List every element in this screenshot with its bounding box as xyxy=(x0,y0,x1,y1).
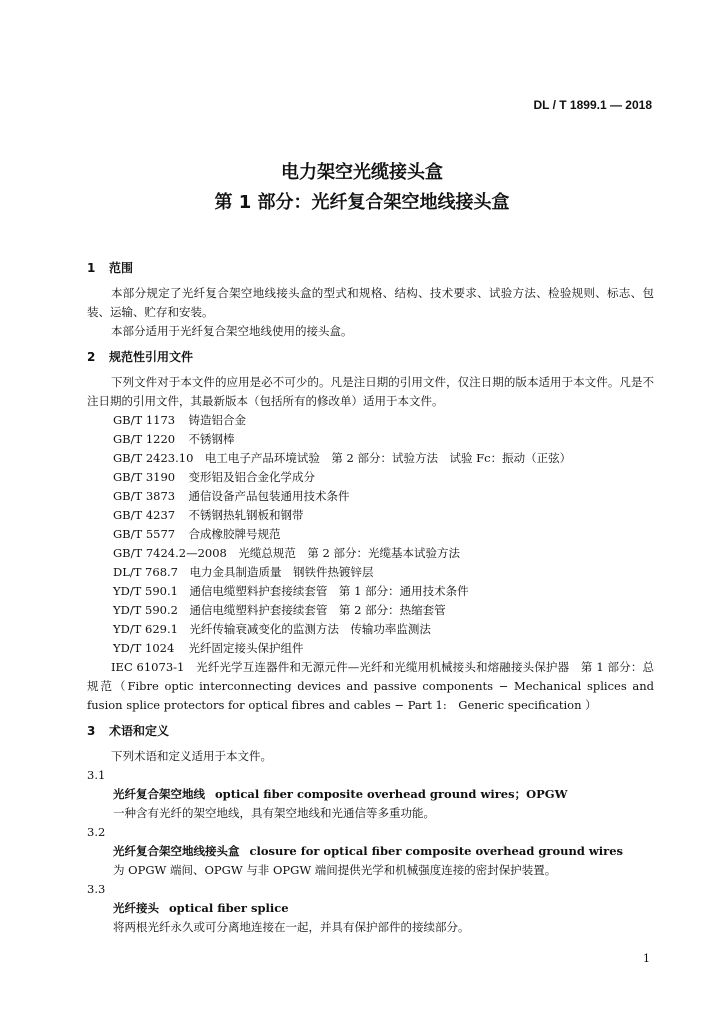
reference-title: 变形铝及铝合金化学成分 xyxy=(188,470,315,484)
term-name-zh: 光纤复合架空地线接头盒 xyxy=(113,844,240,858)
reference-code: GB/T 7424.2—2008 xyxy=(113,546,227,560)
section-number: 3 xyxy=(87,724,96,738)
term-name xyxy=(87,842,654,861)
reference-item xyxy=(87,506,654,525)
reference-item xyxy=(87,449,654,468)
section-number: 2 xyxy=(87,350,96,364)
reference-item xyxy=(87,411,654,430)
page-number: 1 xyxy=(643,952,650,965)
term-definition: 一种含有光纤的架空地线，具有架空地线和光通信等多重功能。 xyxy=(113,806,435,820)
term-number: 3.3 xyxy=(87,882,106,896)
iec-reference: IEC 61073-1 光纤光学互连器件和无源元件—光纤和光缆用机械接头和熔融接头保护器 第 1 部分：总规范（Fibre optic interconnecting devices and passive components − Mechanical splices and fusion splice protectors for optical fibres and cables − Part 1: Generic specification ） xyxy=(87,660,654,712)
reference-title: 合成橡胶牌号规范 xyxy=(188,527,281,541)
reference-title: 通信设备产品包装通用技术条件 xyxy=(188,489,350,503)
term-name-zh: 光纤接头 xyxy=(113,901,159,915)
reference-code: YD/T 590.2 xyxy=(113,603,178,617)
reference-item xyxy=(87,468,654,487)
term-number: 3.1 xyxy=(87,768,106,782)
term-name-en: closure for optical fiber composite overhead ground wires xyxy=(249,844,624,858)
scope-applicability: 本部分适用于光纤复合架空地线使用的接头盒。 xyxy=(111,324,353,338)
reference-item xyxy=(87,563,654,582)
document-body xyxy=(87,258,654,937)
term-number: 3.2 xyxy=(87,825,106,839)
reference-title: 不锈钢棒 xyxy=(188,432,235,446)
title-line-2: 第 1 部分：光纤复合架空地线接头盒 xyxy=(214,192,510,213)
reference-item xyxy=(87,487,654,506)
scope-paragraph: 本部分规定了光纤复合架空地线接头盒的型式和规格、结构、技术要求、试验方法、检验规则、标志、包装、运输、贮存和安装。 xyxy=(87,286,654,319)
reference-code: GB/T 2423.10 xyxy=(113,451,194,465)
reference-code: YD/T 629.1 xyxy=(113,622,178,636)
section-3-heading xyxy=(87,721,654,741)
reference-title: 光纤传输衰减变化的监测方法 传输功率监测法 xyxy=(189,622,431,636)
reference-code: GB/T 1220 xyxy=(113,432,176,446)
term-name-zh: 光纤复合架空地线 xyxy=(113,787,205,801)
section-title: 规范性引用文件 xyxy=(109,350,194,364)
reference-code: YD/T 590.1 xyxy=(113,584,178,598)
reference-item xyxy=(87,639,654,658)
reference-item xyxy=(87,582,654,601)
reference-code: GB/T 3873 xyxy=(113,489,176,503)
term-name-en: optical fiber splice xyxy=(169,901,289,915)
reference-title: 光纤固定接头保护组件 xyxy=(188,641,304,655)
reference-title: 电工电子产品环境试验 第 2 部分：试验方法 试验 Fc：振动（正弦） xyxy=(204,451,572,465)
reference-item xyxy=(87,601,654,620)
reference-title: 电力金具制造质量 钢铁件热镀锌层 xyxy=(189,565,374,579)
section-number: 1 xyxy=(87,261,96,275)
reference-code: YD/T 1024 xyxy=(113,641,175,655)
standard-code: DL / T 1899.1 — 2018 xyxy=(533,98,652,112)
reference-title: 铸造铝合金 xyxy=(188,413,246,427)
reference-code: GB/T 3190 xyxy=(113,470,176,484)
term-name xyxy=(87,785,654,804)
references-intro: 下列文件对于本文件的应用是必不可少的。凡是注日期的引用文件，仅注日期的版本适用于本文件。凡是不注日期的引用文件，其最新版本（包括所有的修改单）适用于本文件。 xyxy=(87,375,654,408)
terms-intro: 下列术语和定义适用于本文件。 xyxy=(111,749,272,763)
reference-code: GB/T 5577 xyxy=(113,527,176,541)
reference-item xyxy=(87,430,654,449)
reference-title: 不锈钢热轧钢板和钢带 xyxy=(188,508,304,522)
reference-title: 光缆总规范 第 2 部分：光缆基本试验方法 xyxy=(238,546,460,560)
reference-item xyxy=(87,525,654,544)
reference-item xyxy=(87,620,654,639)
term-name-en: optical fiber composite overhead ground wires；OPGW xyxy=(215,787,568,801)
document-title xyxy=(0,158,724,218)
reference-item xyxy=(87,544,654,563)
reference-code: GB/T 1173 xyxy=(113,413,176,427)
term-definition: 为 OPGW 端间、OPGW 与非 OPGW 端间提供光学和机械强度连接的密封保护装置。 xyxy=(113,863,557,877)
reference-code: GB/T 4237 xyxy=(113,508,176,522)
section-title: 范围 xyxy=(109,261,134,275)
term-name xyxy=(87,899,654,918)
section-title: 术语和定义 xyxy=(109,724,170,738)
section-2-heading xyxy=(87,347,654,367)
title-line-1: 电力架空光缆接头盒 xyxy=(281,162,443,183)
term-definition: 将两根光纤永久或可分离地连接在一起，并具有保护部件的接续部分。 xyxy=(113,920,470,934)
reference-title: 通信电缆塑料护套接续套管 第 2 部分：热缩套管 xyxy=(189,603,446,617)
reference-code: DL/T 768.7 xyxy=(113,565,178,579)
reference-title: 通信电缆塑料护套接续套管 第 1 部分：通用技术条件 xyxy=(189,584,469,598)
section-1-heading xyxy=(87,258,654,278)
